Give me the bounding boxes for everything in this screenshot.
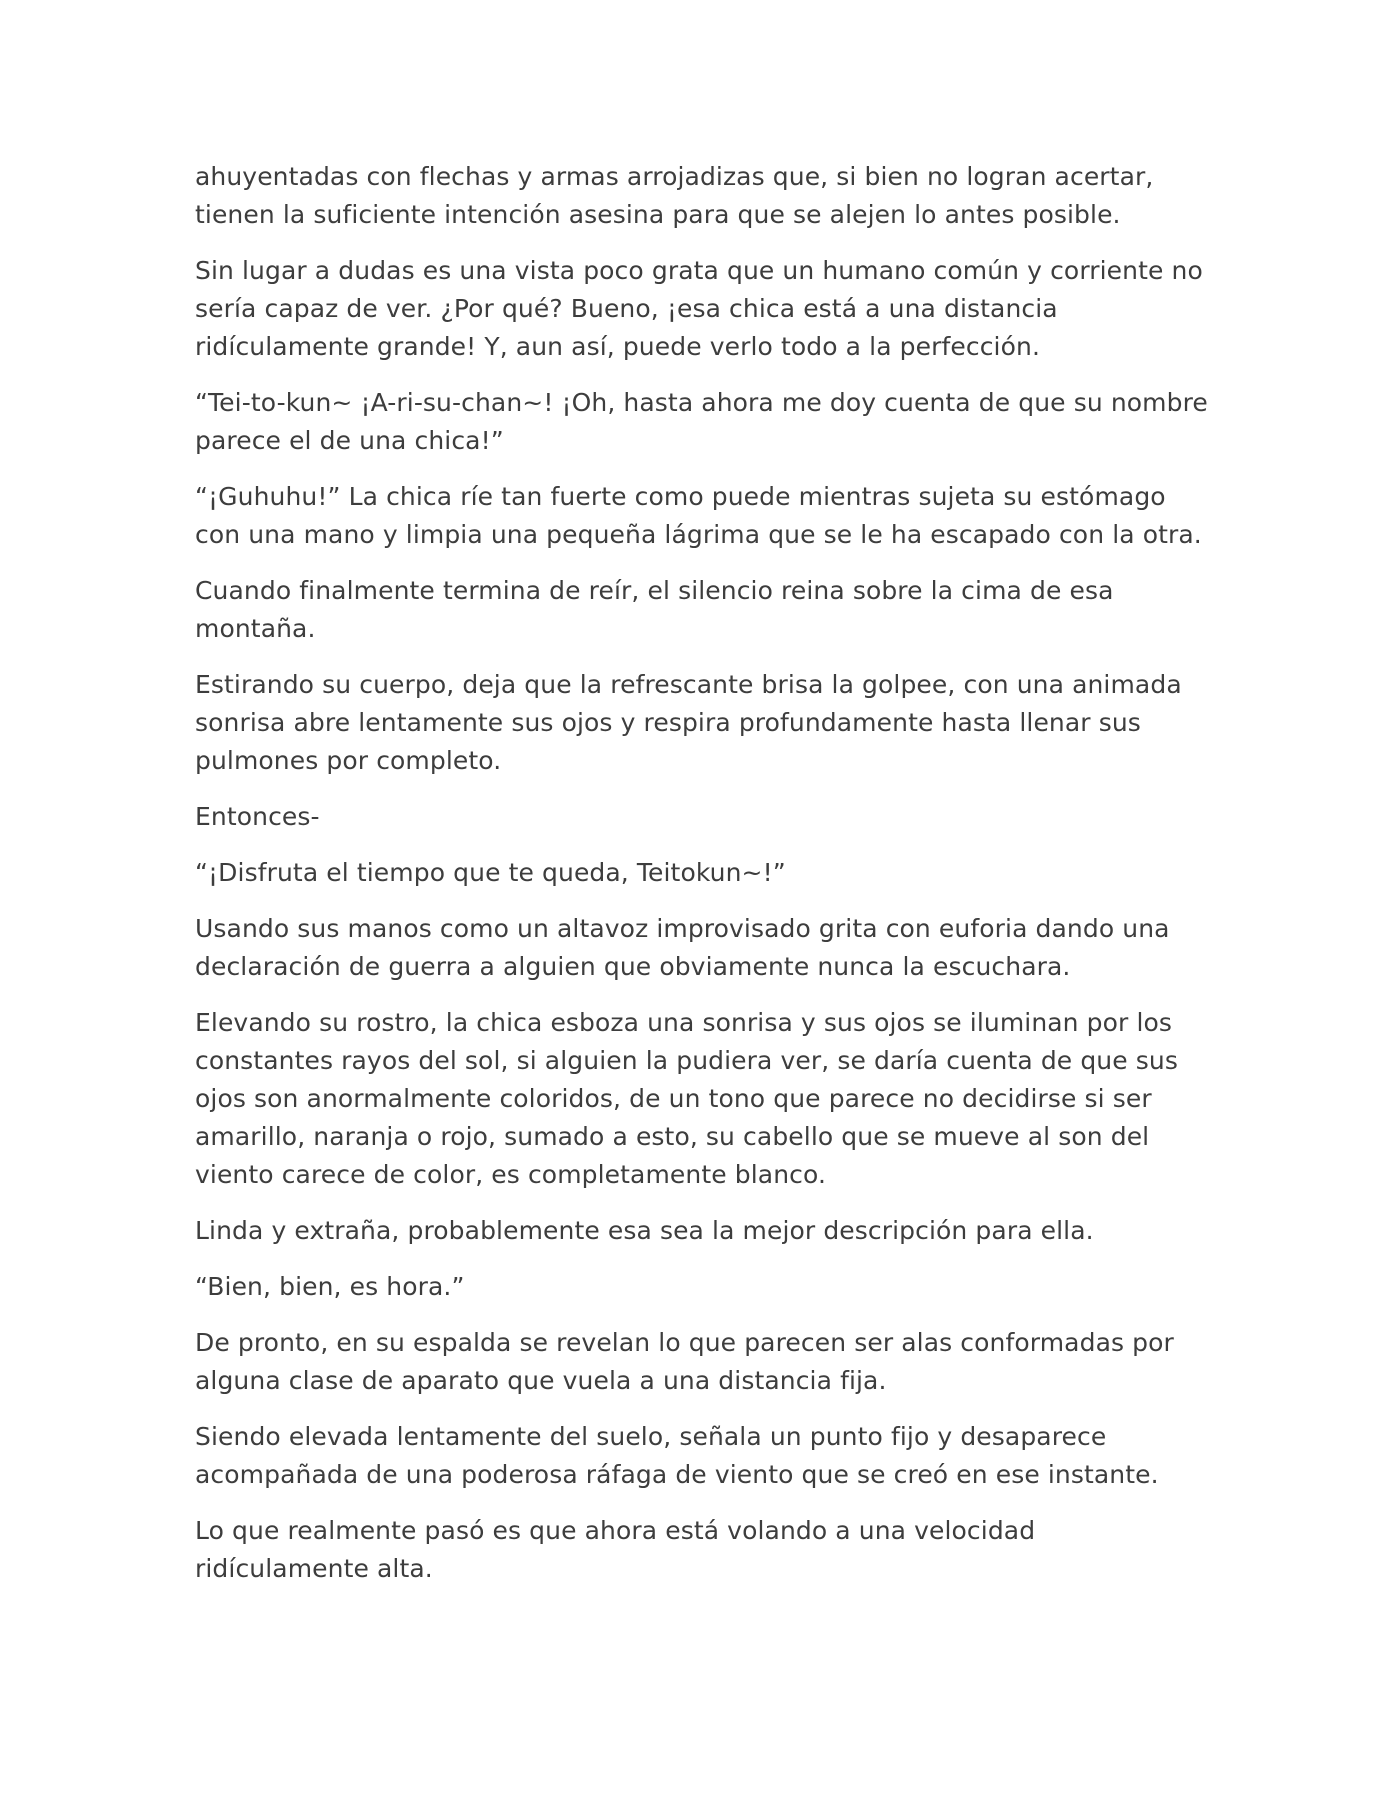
document-body — [195, 158, 1215, 1606]
paragraph-4: “¡Guhuhu!” La chica ríe tan fuerte como puede mientras sujeta su estómago con una mano y limpia una pequeña lágrima que se le ha escapado con la otra. — [195, 482, 1202, 549]
paragraph-15: Lo que realmente pasó es que ahora está volando a una velocidad ridículamente alta. — [195, 1516, 1036, 1583]
paragraph-12: “Bien, bien, es hora.” — [195, 1272, 465, 1301]
paragraph-11: Linda y extraña, probablemente esa sea la mejor descripción para ella. — [195, 1216, 1094, 1245]
paragraph-13: De pronto, en su espalda se revelan lo que parecen ser alas conformadas por alguna clase de aparato que vuela a una distancia fija. — [195, 1328, 1174, 1395]
paragraph-10: Elevando su rostro, la chica esboza una sonrisa y sus ojos se iluminan por los constantes rayos del sol, si alguien la pudiera ver, se daría cuenta de que sus ojos son anormalmente coloridos, de un tono que parece no decidirse si ser amarillo, naranja o rojo, sumado a esto, su cabello que se mueve al son del viento carece de color, es completamente blanco. — [195, 1008, 1178, 1189]
paragraph-9: Usando sus manos como un altavoz improvisado grita con euforia dando una declaración de guerra a alguien que obviamente nunca la escuchara. — [195, 914, 1170, 981]
paragraph-8: “¡Disfruta el tiempo que te queda, Teitokun~!” — [195, 858, 786, 887]
paragraph-5: Cuando finalmente termina de reír, el silencio reina sobre la cima de esa montaña. — [195, 576, 1114, 643]
paragraph-2: Sin lugar a dudas es una vista poco grata que un humano común y corriente no sería capaz de ver. ¿Por qué? Bueno, ¡esa chica está a una distancia ridículamente grande! Y, aun así, puede verlo todo a la perfección. — [195, 256, 1203, 361]
paragraph-1: ahuyentadas con flechas y armas arrojadizas que, si bien no logran acertar, tienen la suficiente intención asesina para que se alejen lo antes posible. — [195, 162, 1154, 229]
paragraph-6: Estirando su cuerpo, deja que la refrescante brisa la golpee, con una animada sonrisa abre lentamente sus ojos y respira profundamente hasta llenar sus pulmones por completo. — [195, 670, 1182, 775]
paragraph-14: Siendo elevada lentamente del suelo, señala un punto fijo y desaparece acompañada de una poderosa ráfaga de viento que se creó en ese instante. — [195, 1422, 1159, 1489]
paragraph-7: Entonces- — [195, 802, 320, 831]
paragraph-3: “Tei-to-kun~ ¡A-ri-su-chan~! ¡Oh, hasta ahora me doy cuenta de que su nombre parece el de una chica!” — [195, 388, 1208, 455]
